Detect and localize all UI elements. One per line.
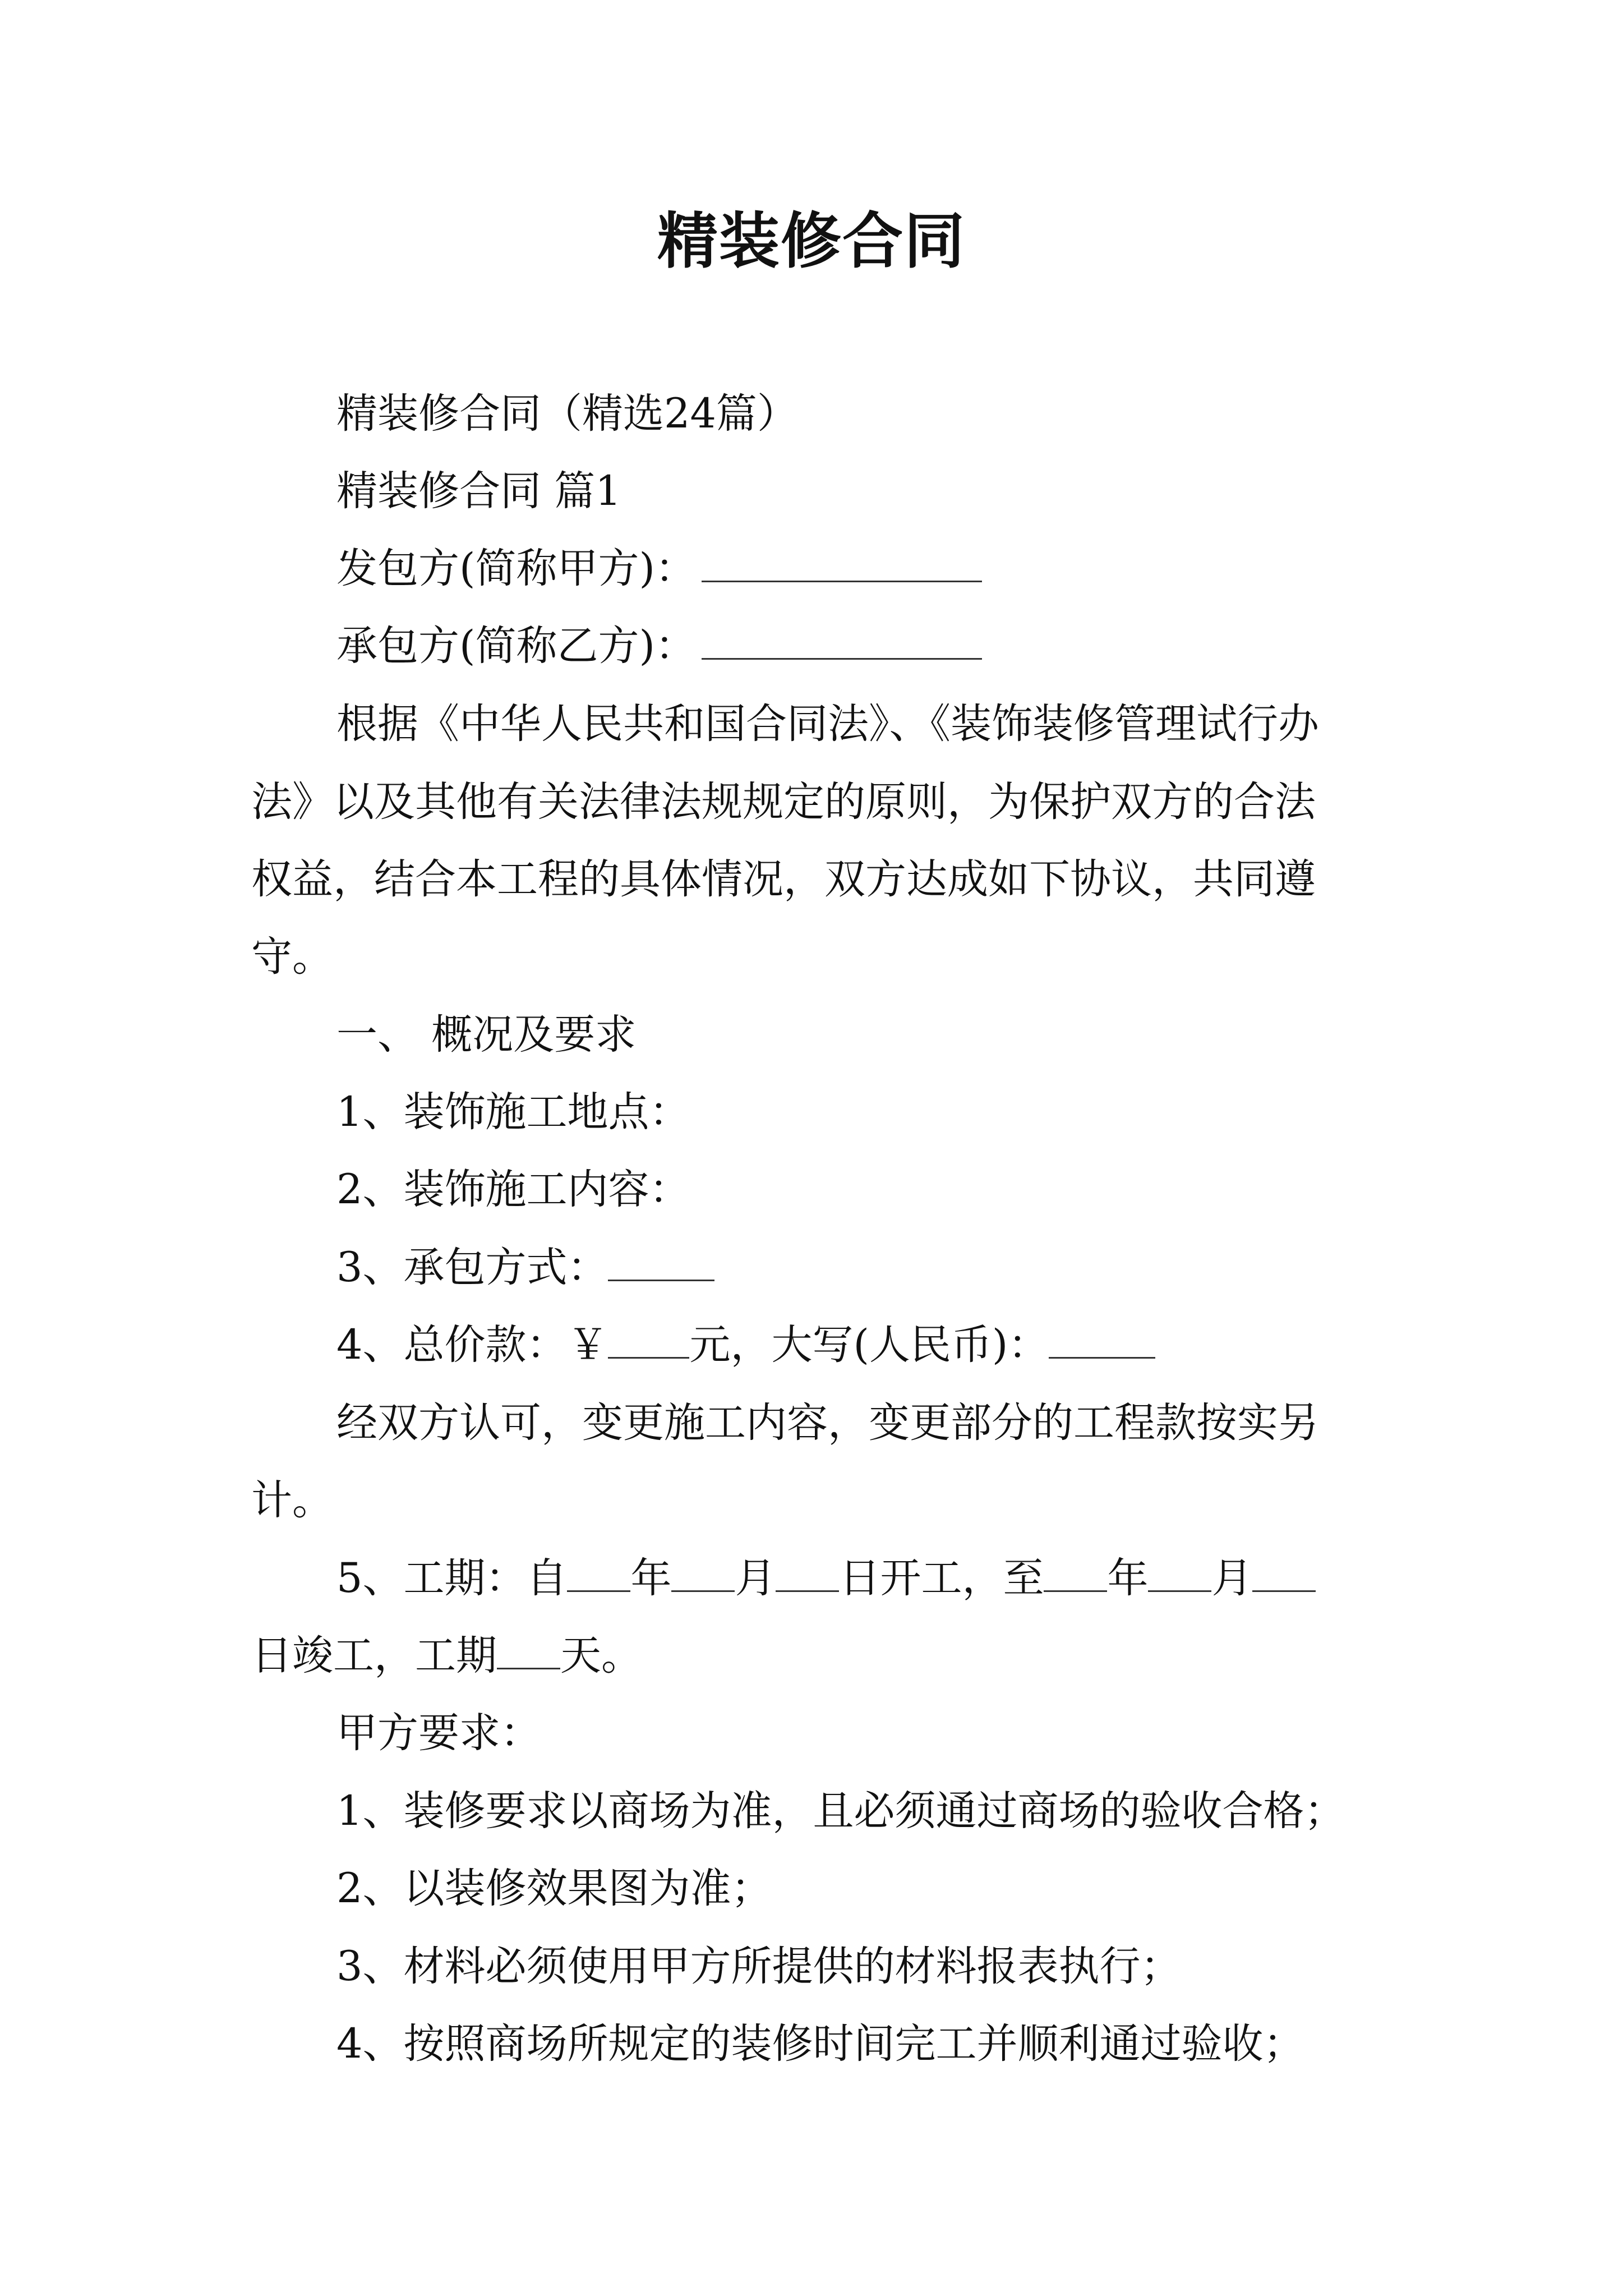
requirement-item: 3、材料必须使用甲方所提供的材料报表执行； [336, 1943, 1182, 1990]
party-a-label: 发包方(简称甲方)： [336, 545, 696, 592]
item-period: 5、工期：自 年 月 日开工，至 年 月 [336, 1550, 1316, 1607]
end-day-blank [1252, 1553, 1316, 1592]
start-day-blank [776, 1553, 839, 1592]
section-heading: 精装修合同 篇1 [336, 467, 621, 515]
party-b-label: 承包方(简称乙方)： [336, 622, 696, 670]
start-month-blank [671, 1553, 735, 1592]
price-blank [608, 1320, 689, 1359]
chapter-heading: 一、 概况及要求 [336, 1011, 637, 1059]
document-title: 精装修合同 [657, 206, 966, 277]
end-year-blank [1044, 1553, 1107, 1592]
subtitle: 精装修合同（精选24篇） [336, 390, 798, 438]
change-note-line: 计。 [251, 1476, 333, 1524]
party-a-line [336, 541, 982, 597]
preamble-line: 根据《中华人民共和国合同法》、《装饰装修管理试行办 [336, 700, 1319, 748]
change-note-line: 经双方认可，变更施工内容，变更部分的工程款按实另 [336, 1399, 1319, 1447]
item-total-price: 4、总价款：￥ 元，大写(人民币)： [336, 1317, 1155, 1373]
party-b-line [336, 618, 982, 674]
item-location: 1、装饰施工地点： [336, 1088, 690, 1136]
end-month-blank [1148, 1553, 1211, 1592]
preamble-line: 权益，结合本工程的具体情况，双方达成如下协议，共同遵 [251, 855, 1316, 903]
requirement-item: 2、以装修效果图为准； [336, 1865, 772, 1912]
requirements-heading: 甲方要求： [336, 1709, 541, 1757]
price-in-words-blank [1049, 1320, 1155, 1359]
duration-blank [497, 1631, 560, 1669]
preamble-line: 法》以及其他有关法律法规规定的原则，为保护双方的合法 [251, 778, 1316, 826]
party-b-blank [702, 621, 982, 660]
item-content: 2、装饰施工内容： [336, 1166, 690, 1213]
start-year-blank [567, 1553, 630, 1592]
item-period-cont: 日竣工，工期 天。 [251, 1632, 642, 1680]
contract-mode-blank [608, 1243, 714, 1281]
item-contract-mode: 3、承包方式： [336, 1240, 714, 1296]
requirement-item: 1、装修要求以商场为准，且必须通过商场的验收合格； [336, 1787, 1345, 1835]
party-a-blank [702, 544, 982, 582]
preamble-line: 守。 [251, 933, 333, 981]
requirement-item: 4、按照商场所规定的装修时间完工并顺利通过验收； [336, 2020, 1304, 2068]
